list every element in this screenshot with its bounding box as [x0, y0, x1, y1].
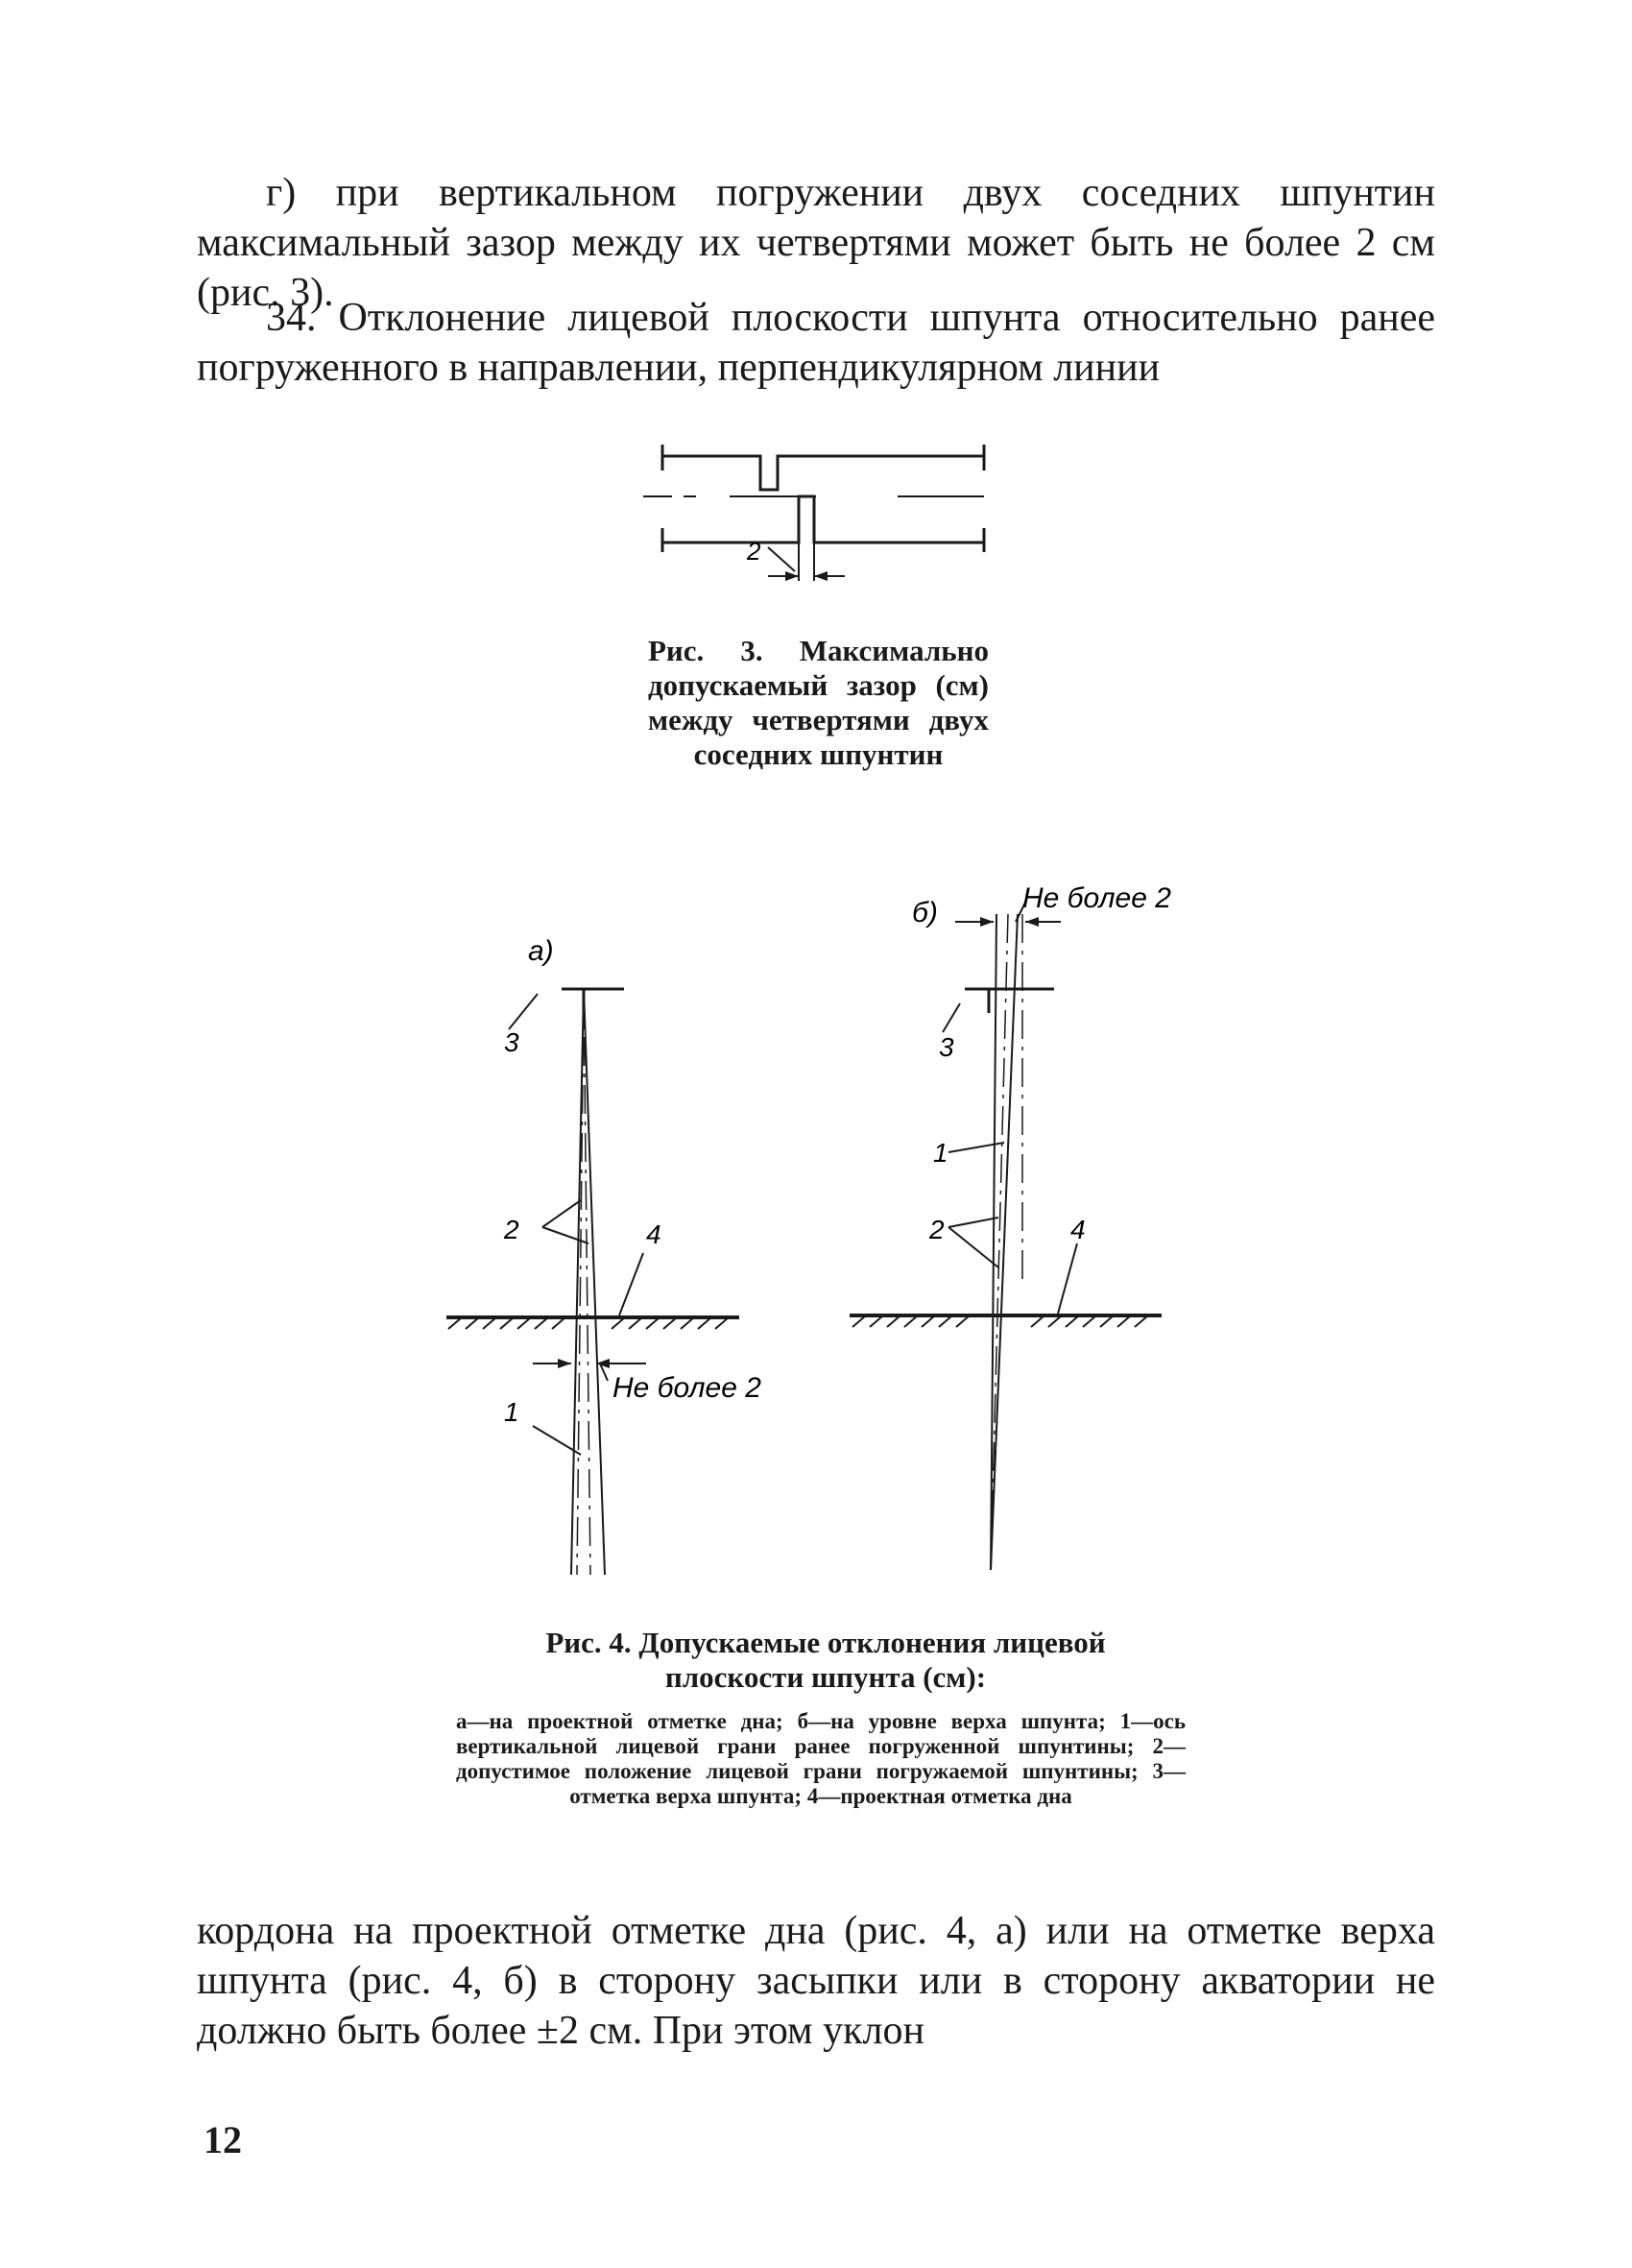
figure-4-caption-legend: а—на проектной отметке дна; б—на уровне верха шпунта; 1—ось вертикальной лицевой грани ранее погруженной шпунтины; 2—допустимое положение лицевой грани погружаемой шпунтины; 3—отметка верха шпунта; 4—проектная отметка дна: [456, 1709, 1186, 1808]
fig4a-label-2: 2: [504, 1215, 519, 1244]
fig4a-label-1: 1: [504, 1397, 519, 1427]
fig4b-label-3: 3: [939, 1032, 954, 1062]
figure-3-caption: Рис. 3. Максимально допускаемый зазор (см) между четвертями двух соседних шпунтин: [648, 634, 989, 771]
fig4a-label-3: 3: [504, 1027, 519, 1057]
fig3-label-2: 2: [747, 537, 761, 566]
fig4b-letter: б): [912, 897, 938, 929]
figure-4-caption-title: Рис. 4. Допускаемые отклонения лицевой плоскости шпунта (см):: [545, 1626, 1106, 1694]
page-number: 12: [204, 2118, 242, 2161]
figure-4b-diagram: [826, 864, 1210, 1594]
fig4b-tolerance: Не более 2: [1022, 882, 1171, 914]
figure-3-diagram: [643, 437, 1008, 600]
fig4b-label-2: 2: [929, 1215, 945, 1244]
fig4a-tolerance: Не более 2: [612, 1372, 761, 1404]
fig4b-label-1: 1: [933, 1138, 948, 1168]
fig4a-letter: а): [528, 935, 554, 967]
figure-4a-diagram: [437, 922, 782, 1594]
fig4a-label-4: 4: [646, 1219, 661, 1249]
paragraph-g: г) при вертикальном погружении двух соседних шпунтин максимальный зазор между их четвертями может быть не более 2 см (рис. 3).: [197, 171, 1435, 315]
paragraph-34: 34. Отклонение лицевой плоскости шпунта относительно ранее погруженного в направлении, перпендикулярном линии: [197, 296, 1435, 390]
fig4b-label-4: 4: [1070, 1215, 1086, 1244]
paragraph-continuation: кордона на проектной отметке дна (рис. 4, а) или на отметке верха шпунта (рис. 4, б) в сторону засыпки или в сторону акватории не должно быть более ±2 см. При этом уклон: [197, 1909, 1435, 2053]
